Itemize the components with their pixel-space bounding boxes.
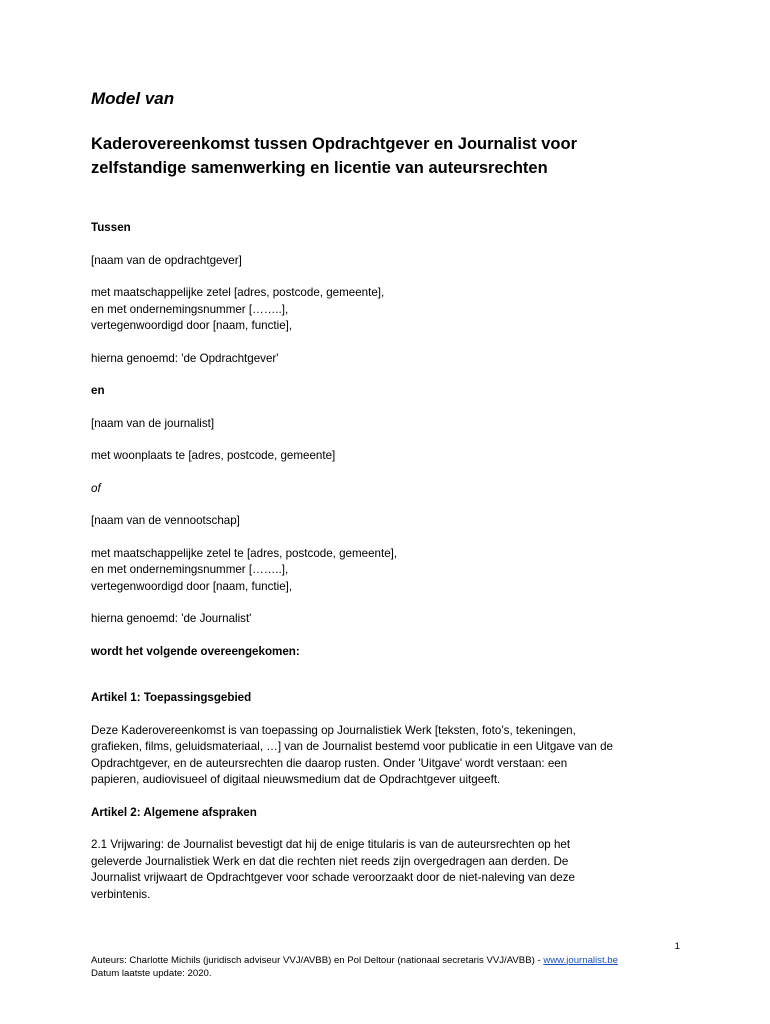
footer-authors [91, 954, 680, 968]
agreement-statement: wordt het volgende overeengekomen: [91, 644, 300, 658]
company-name: [naam van de vennootschap] [91, 514, 240, 527]
opdrachtgever-detail-line: met maatschappelijke zetel [adres, postcode, gemeente], [91, 286, 385, 299]
opdrachtgever-detail-line: en met ondernemingsnummer [……..], [91, 302, 289, 316]
journalist-residence: met woonplaats te [adres, postcode, gemeente] [91, 449, 336, 462]
conjunction-of: of [91, 481, 101, 495]
article-2-line: verbintenis. [91, 887, 151, 901]
footer-update-date: Datum laatste update: 2020. [91, 968, 212, 979]
article-1-line: grafieken, films, geluidsmateriaal, …] van de Journalist bestemd voor publicatie in een Uitgave van de [91, 740, 613, 753]
page-number: 1 [674, 941, 680, 952]
article-2-line: 2.1 Vrijwaring: de Journalist bevestigt dat hij de enige titularis is van de auteursrechten op het [91, 838, 571, 851]
company-details [91, 546, 691, 596]
opdrachtgever-alias: hierna genoemd: 'de Opdrachtgever' [91, 351, 279, 365]
journalist-website-link[interactable]: www.journalist.be [543, 954, 618, 966]
document-title-line: zelfstandige samenwerking en licentie van auteursrechten [91, 159, 548, 177]
article-2-line: Journalist vrijwaart de Opdrachtgever voor schade veroorzaakt door de niet-naleving van deze [91, 871, 575, 884]
company-detail-line: met maatschappelijke zetel te [adres, postcode, gemeente], [91, 546, 398, 560]
article-1-heading: Artikel 1: Toepassingsgebied [91, 691, 252, 704]
company-detail-line: en met ondernemingsnummer [……..], [91, 563, 289, 576]
parties-intro: Tussen [91, 221, 131, 234]
page-footer [91, 940, 680, 981]
document-subtitle: Model van [91, 89, 175, 108]
footer-authors-text: Auteurs: Charlotte Michils (juridisch adviseur VVJ/AVBB) en Pol Deltour (nationaal secretaris VVJ/AVBB) - [91, 954, 544, 966]
article-1-body [91, 723, 691, 789]
article-2-line: geleverde Journalistiek Werk en dat die rechten niet reeds zijn overgedragen aan derden. De [91, 854, 569, 868]
journalist-alias: hierna genoemd: 'de Journalist' [91, 612, 252, 625]
article-2-body [91, 837, 691, 903]
document-body [91, 88, 691, 919]
article-2-heading: Artikel 2: Algemene afspraken [91, 805, 257, 819]
conjunction-en: en [91, 384, 105, 397]
opdrachtgever-details [91, 285, 691, 335]
article-1-line: Opdrachtgever, en de auteursrechten die daarop rusten. Onder 'Uitgave' wordt verstaan: een [91, 756, 568, 770]
journalist-name: [naam van de journalist] [91, 416, 215, 430]
company-detail-line: vertegenwoordigd door [naam, functie], [91, 579, 293, 593]
article-1-line: papieren, audiovisueel of digitaal nieuwsmedium dat de Opdrachtgever uitgeeft. [91, 773, 501, 786]
opdrachtgever-name: [naam van de opdrachtgever] [91, 253, 242, 267]
opdrachtgever-detail-line: vertegenwoordigd door [naam, functie], [91, 319, 293, 332]
document-title-line: Kaderovereenkomst tussen Opdrachtgever en Journalist voor [91, 135, 577, 153]
document-title [91, 132, 691, 180]
article-1-line: Deze Kaderovereenkomst is van toepassing op Journalistiek Werk [teksten, foto’s, tekeningen, [91, 723, 576, 737]
